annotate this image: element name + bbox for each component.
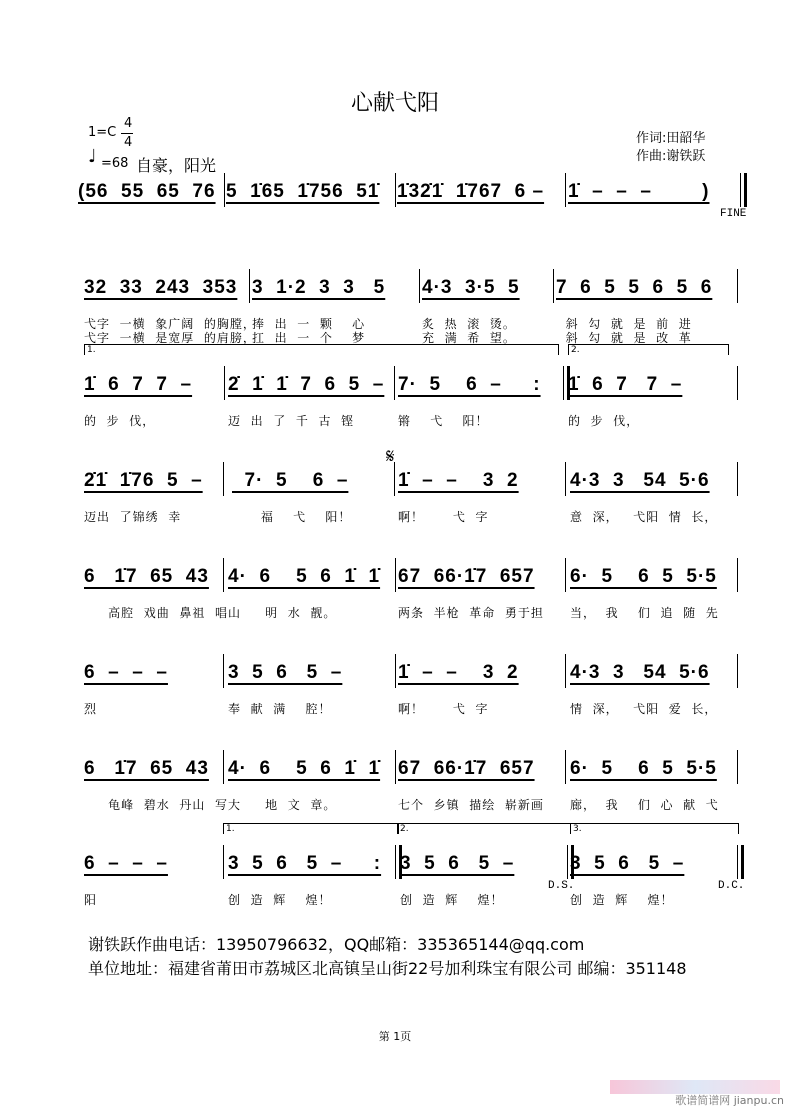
time-divider — [121, 133, 133, 134]
barline — [565, 654, 566, 688]
measure-notes: 3 5 6 5 – — [400, 853, 515, 874]
measure-notes: 67 66·1̇7 657 — [398, 758, 535, 779]
score-system — [0, 824, 790, 943]
score-system — [0, 470, 790, 560]
score-system — [0, 662, 790, 752]
lyric-line: 创 造 辉 煌！ — [400, 893, 504, 907]
address-line: 单位地址：福建省莆田市荔城区北高镇呈山街22号加利珠宝有限公司 邮编：351148 — [88, 959, 687, 978]
barline — [737, 558, 738, 592]
measure-notes: 4· 6 5 6 1̇ 1̇ — [228, 566, 381, 587]
barline — [737, 366, 738, 400]
barline — [224, 173, 225, 207]
double-barline — [737, 845, 744, 879]
barline — [223, 750, 224, 784]
volta-bracket: 1. — [223, 823, 399, 834]
ds-mark: D.S. — [548, 880, 575, 892]
lyric-line: 的 步 伐， — [84, 414, 156, 428]
lyric-line: 大 地 文 章。 — [228, 798, 337, 812]
lyric-line: 烈 — [84, 702, 98, 716]
lyric-line: 炙 热 滚 烫。 — [422, 317, 516, 331]
barline — [737, 750, 738, 784]
lyric-line: 迈 出 了 千 古 铿 — [228, 414, 355, 428]
time-top: 4 — [124, 116, 133, 131]
lyric-line: 福 弋 阳！ — [232, 510, 352, 524]
lyric-line: 捧 出 一 颗 心 — [252, 317, 366, 331]
barline — [565, 462, 566, 496]
measure-notes: 6 1̇7 65 43 — [84, 566, 209, 587]
barline — [395, 750, 396, 784]
barline — [395, 654, 396, 688]
barline — [565, 173, 566, 207]
barline — [737, 462, 738, 496]
watermark: 歌谱简谱网 jianpu.cn — [675, 1094, 784, 1107]
lyric-line: 当， 我 们 追 随 先 — [570, 606, 719, 620]
measure-notes: 6· 5 6 5 5·5 — [570, 566, 717, 587]
measure-notes: 1̇ – – 3 2 — [398, 470, 519, 491]
lyric-line: 斜 勾 就 是 改 革 — [556, 331, 692, 345]
composer: 作曲:谢铁跃 — [636, 149, 706, 164]
volta-bracket: 3. — [570, 823, 739, 834]
barline — [737, 269, 738, 303]
measure-notes: 67 66·1̇7 657 — [398, 566, 535, 587]
volta-bracket: 2. — [568, 344, 729, 355]
measure-notes: 1̇ – – 3 2 — [398, 662, 519, 683]
volta-bracket: 2. — [397, 823, 571, 834]
measure-notes: 4· 6 5 6 1̇ 1̇ — [228, 758, 381, 779]
lyric-line: 山 明 水 靓。 — [228, 606, 337, 620]
barline — [223, 558, 224, 592]
mood: 自豪，阳光 — [136, 156, 217, 175]
measure-notes: 1̇ 6 7 7 – — [568, 374, 683, 395]
lyric-line: 阳 — [84, 893, 98, 907]
barline — [553, 269, 554, 303]
time-bottom: 4 — [124, 135, 133, 150]
measure-notes: 6 1̇7 65 43 — [84, 758, 209, 779]
lyric-line: 七个 乡镇 描绘 崭新画 — [398, 798, 544, 812]
measure-notes: 3 1·2 3 3 5 — [252, 277, 386, 298]
measure-notes: 7 6 5 5 6 5 6 — [556, 277, 713, 298]
volta-bracket: 1. — [84, 344, 559, 355]
barline — [394, 366, 395, 400]
measure-notes: 5 1̇65 1̇756 51̇ — [226, 181, 380, 202]
lyric-line: 弋字 一横 象广阔 的胸膛， — [84, 317, 256, 331]
lyricist: 作词:田韶华 — [636, 131, 706, 146]
lyric-line: 意 深， 弋阳 情 长， — [570, 510, 718, 524]
lyric-line: 迈出 了锦绣 幸 — [84, 510, 182, 524]
segno-icon: 𝄋 — [386, 444, 395, 468]
measure-notes: 7· 5 6 – : — [398, 374, 541, 395]
score-system — [0, 758, 790, 848]
measure-notes: 4·3 3 54 5·6 — [570, 470, 710, 491]
lyric-line: 两条 半枪 革命 勇于担 — [398, 606, 544, 620]
measure-notes: 1̇32̇1̇ 1̇767 6 – — [397, 181, 545, 202]
double-barline — [740, 173, 747, 207]
barline — [223, 845, 224, 879]
measure-notes: 7· 5 6 – — [232, 470, 349, 491]
lyric-line: 扛 出 一 个 梦 — [252, 331, 366, 345]
measure-notes: 3 5 6 5 – : — [228, 853, 382, 874]
measure-notes: 2̇ 1̇ 1̇ 7 6 5 – — [228, 374, 385, 395]
page-number: 第 1页 — [378, 1030, 412, 1043]
score-system — [0, 181, 790, 271]
lyric-line: 锵 弋 阳！ — [398, 414, 489, 428]
score-system — [0, 566, 790, 656]
measure-notes: 2̇1̇ 1̇76 5 – — [84, 470, 203, 491]
measure-notes: 4·3 3·5 5 — [422, 277, 520, 298]
lyric-line: 奉 献 满 腔！ — [228, 702, 332, 716]
measure-notes: (56 55 65 76 — [78, 181, 216, 202]
lyric-line: 高腔 戏曲 鼻祖 唱 — [84, 606, 228, 620]
barline — [565, 558, 566, 592]
lyric-line: 情 深， 弋阳 爱 长， — [570, 702, 718, 716]
barline — [737, 654, 738, 688]
barline — [395, 558, 396, 592]
contact-line: 谢铁跃作曲电话：13950796632，QQ邮箱：335365144@qq.com — [88, 935, 585, 954]
lyric-line: 斜 勾 就 是 前 进 — [556, 317, 692, 331]
tempo: =68 — [101, 156, 129, 171]
lyric-line: 啊！ 弋 字 — [398, 702, 489, 716]
measure-notes: 3 5 6 5 – — [228, 662, 343, 683]
barline — [395, 173, 396, 207]
lyric-line: 弋字 一横 是宽厚 的肩膀， — [84, 331, 256, 345]
lyric-line: 创 造 辉 煌！ — [570, 893, 674, 907]
measure-notes: 6 – – – — [84, 853, 168, 874]
barline — [419, 269, 420, 303]
lyric-line: 廊， 我 们 心 献 弋 — [570, 798, 719, 812]
barline — [223, 462, 224, 496]
lyric-line: 创 造 辉 煌！ — [228, 893, 332, 907]
measure-notes: 4·3 3 54 5·6 — [570, 662, 710, 683]
barline — [565, 750, 566, 784]
measure-notes: 3 5 6 5 – — [570, 853, 685, 874]
lyric-line: 啊！ 弋 字 — [398, 510, 489, 524]
measure-notes: 6· 5 6 5 5·5 — [570, 758, 717, 779]
barline — [249, 269, 250, 303]
barline — [223, 654, 224, 688]
lyric-line: 充 满 希 望。 — [422, 331, 516, 345]
score-system — [0, 345, 790, 464]
fine-mark: FINE — [720, 208, 747, 220]
measure-notes: 1̇ – – – ) — [568, 181, 710, 202]
lyric-line: 龟峰 碧水 丹山 写 — [84, 798, 228, 812]
dc-mark: D.C. — [718, 880, 745, 892]
measure-notes: 32 33 243 353 — [84, 277, 238, 298]
lyric-line: 的 步 伐， — [568, 414, 640, 428]
song-title: 心献弋阳 — [350, 91, 439, 116]
measure-notes: 6 – – – — [84, 662, 168, 683]
measure-notes: 1̇ 6 7 7 – — [84, 374, 193, 395]
barline — [224, 366, 225, 400]
key-signature: 1=C — [88, 125, 117, 140]
quarter-note-icon: ♩ — [88, 146, 97, 167]
